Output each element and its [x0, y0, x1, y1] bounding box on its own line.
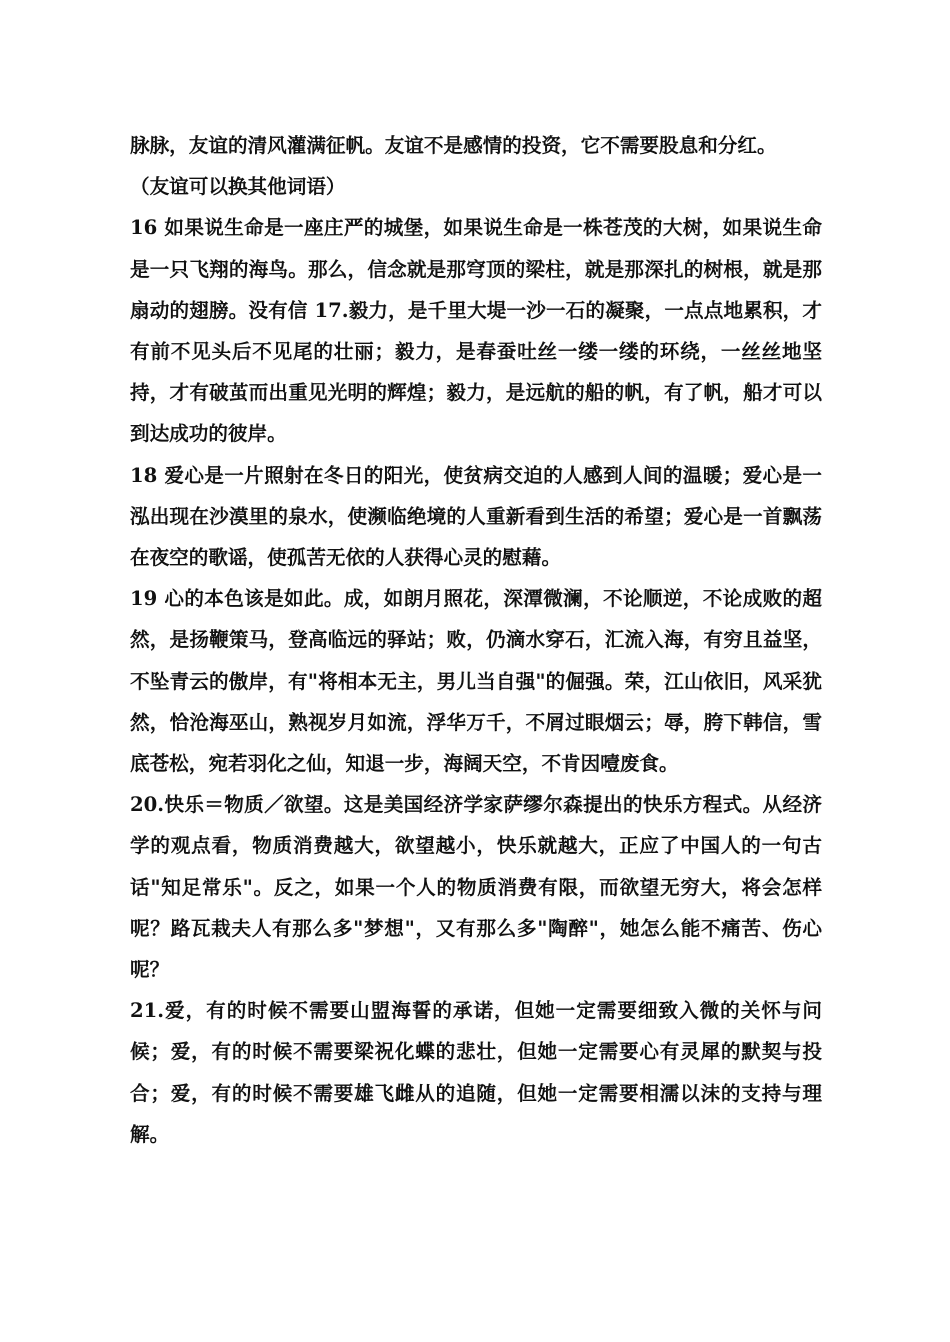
paragraph-18: 18 爱心是一片照射在冬日的阳光，使贫病交迫的人感到人间的温暖；爱心是一泓出现在沙漠里的泉水，使濒临绝境的人重新看到生活的希望；爱心是一首飘荡在夜空的歌谣，使孤苦无依的人获得心灵的慰藉。 — [130, 463, 822, 570]
paragraph-friendship-end: 脉脉，友谊的清风灌满征帆。友谊不是感情的投资，它不需要股息和分红。 — [130, 134, 777, 157]
paragraph-note: （友谊可以换其他词语） — [130, 175, 346, 199]
paragraph-20: 20.快乐＝物质／欲望。这是美国经济学家萨缪尔森提出的快乐方程式。从经济学的观点看，物质消费越大，欲望越小，快乐就越大，正应了中国人的一句古话"知足常乐"。反之，如果一个人的物质消费有限，而欲望无穷大，将会怎样呢？路瓦栽夫人有那么多"梦想"，又有那么多"陶醉"，她怎么能不痛苦、伤心呢？ — [130, 793, 822, 982]
paragraph-16-17: 16 如果说生命是一座庄严的城堡，如果说生命是一株苍茂的大树，如果说生命是一只飞翔的海鸟。那么，信念就是那穹顶的梁柱，就是那深扎的树根，就是那扇动的翅膀。没有信 17.毅力，是千里大堤一沙一石的凝聚，一点点地累积，才有前不见头后不见尾的壮丽；毅力，是春蚕吐丝一缕一缕的环绕，一丝丝地坚持，才有破茧而出重见光明的辉煌；毅力，是远航的船的帆，有了帆，船才可以到达成功的彼岸。 — [130, 216, 822, 446]
paragraph-21: 21.爱，有的时候不需要山盟海誓的承诺，但她一定需要细致入微的关怀与问候；爱，有的时候不需要梁祝化蝶的悲壮，但她一定需要心有灵犀的默契与投合；爱，有的时候不需要雄飞雌从的追随，但她一定需要相濡以沫的支持与理解。 — [130, 999, 822, 1146]
paragraph-19: 19 心的本色该是如此。成，如朗月照花，深潭微澜，不论顺逆，不论成败的超然，是扬鞭策马，登高临远的驿站；败，仍滴水穿石，汇流入海，有穷且益坚，不坠青云的傲岸，有"将相本无主，男儿当自强"的倔强。荣，江山依旧，风采犹然，恰沧海巫山，熟视岁月如流，浮华万千，不屑过眼烟云；辱，胯下韩信，雪底苍松，宛若羽化之仙，知退一步，海阔天空，不肯因噎废食。 — [130, 587, 822, 776]
document-body — [130, 125, 822, 1155]
